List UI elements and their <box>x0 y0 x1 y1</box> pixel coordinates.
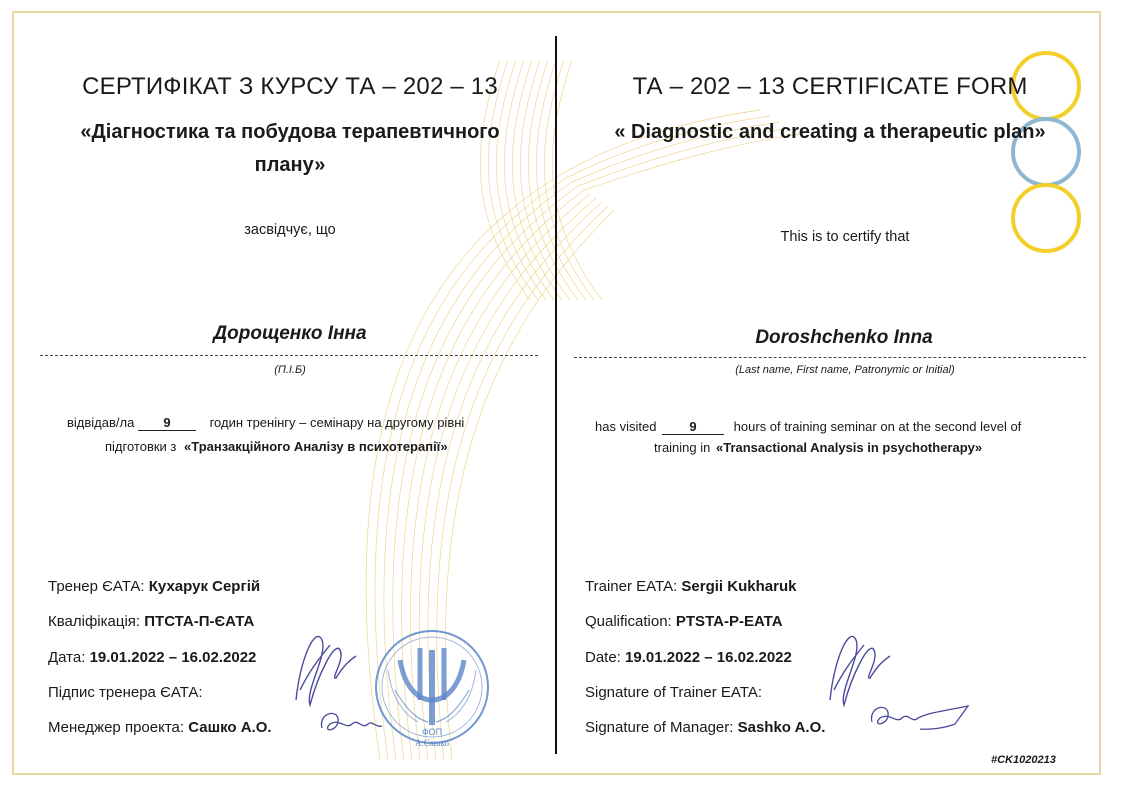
right-qualification-value: PTSTA-P-EATA <box>675 613 783 630</box>
left-trainer-label: Тренер ЄАТА: <box>48 578 145 595</box>
certificate-number: #CK1020213 <box>991 754 1056 766</box>
left-name-caption: (П.І.Б) <box>274 364 306 376</box>
left-name-dashed-line <box>40 355 538 356</box>
right-trainer-label: Trainer EATA: <box>585 578 678 595</box>
left-manager-label: Менеджер проекта: <box>48 719 185 736</box>
right-trainer-value: Sergii Kukharuk <box>681 578 797 595</box>
left-certificate-title: СЕРТИФІКАТ З КУРСУ ТА – 202 – 13 <box>82 73 498 100</box>
right-certificate-title: ТА – 202 – 13 CERTIFICATE FORM <box>632 73 1028 100</box>
right-date-label: Date: <box>585 649 621 666</box>
right-certify-text: This is to certify that <box>780 229 910 245</box>
stamp-text-top: ФОП <box>421 727 443 737</box>
right-date-row <box>585 649 792 666</box>
left-date-label: Дата: <box>48 649 86 666</box>
right-name-dashed-line <box>574 357 1086 358</box>
right-manager-value: Sashko A.O. <box>737 719 826 736</box>
right-training-prefix: training in <box>654 440 711 455</box>
left-certify-text: засвідчує, що <box>244 222 336 238</box>
left-visited-prefix: відвідав/ла <box>67 415 135 430</box>
right-recipient-name: Doroshchenko Inna <box>755 327 933 348</box>
left-visited-line <box>67 415 464 431</box>
left-trainer-row <box>48 578 260 595</box>
left-qualification-label: Кваліфікація: <box>48 613 141 630</box>
right-signature-row <box>585 684 762 701</box>
right-signature-label: Signature of Trainer EATA: <box>585 684 763 701</box>
right-course-subtitle: « Diagnostic and creating a therapeutic plan» <box>614 121 1046 143</box>
left-hours-value: 9 <box>138 415 196 431</box>
right-manager-row <box>585 719 825 736</box>
right-trainer-row <box>585 578 796 595</box>
vertical-divider <box>555 36 557 754</box>
right-hours-value: 9 <box>662 419 724 435</box>
left-training-prefix: підготовки з <box>105 439 177 454</box>
left-signature-row <box>48 684 203 701</box>
right-visited-line <box>595 419 1021 435</box>
left-manager-value: Сашко А.О. <box>188 719 272 736</box>
right-training-line <box>654 440 982 455</box>
left-training-course: «Транзакційного Аналізу в психотерапії» <box>184 439 448 454</box>
left-recipient-name: Дорощенко Інна <box>213 323 367 344</box>
left-manager-row <box>48 719 272 736</box>
left-signature-label: Підпис тренера ЄАТА: <box>48 684 203 701</box>
right-visited-prefix: has visited <box>595 419 657 434</box>
left-qualification-row <box>48 613 254 630</box>
right-name-caption: (Last name, First name, Patronymic or Initial) <box>735 364 955 376</box>
stamp-text-bottom: А.Сашко <box>414 738 450 748</box>
right-qualification-label: Qualification: <box>585 613 672 630</box>
right-date-value: 19.01.2022 – 16.02.2022 <box>625 649 792 666</box>
right-training-course: «Transactional Analysis in psychotherapy» <box>716 440 983 455</box>
right-qualification-row <box>585 613 783 630</box>
left-trainer-value: Кухарук Сергій <box>148 578 261 595</box>
left-training-line <box>105 439 448 454</box>
right-manager-label: Signature of Manager: <box>585 719 734 736</box>
right-visited-suffix: hours of training seminar on at the second level of <box>733 419 1022 434</box>
left-visited-suffix: годин тренінгу – семінару на другому рівні <box>209 415 465 430</box>
left-qualification-value: ПТСТА-П-ЄАТА <box>144 613 255 630</box>
left-date-value: 19.01.2022 – 16.02.2022 <box>89 649 257 666</box>
left-course-subtitle: «Діагностика та побудова терапевтичного плану» <box>80 121 500 176</box>
left-date-row <box>48 649 256 666</box>
